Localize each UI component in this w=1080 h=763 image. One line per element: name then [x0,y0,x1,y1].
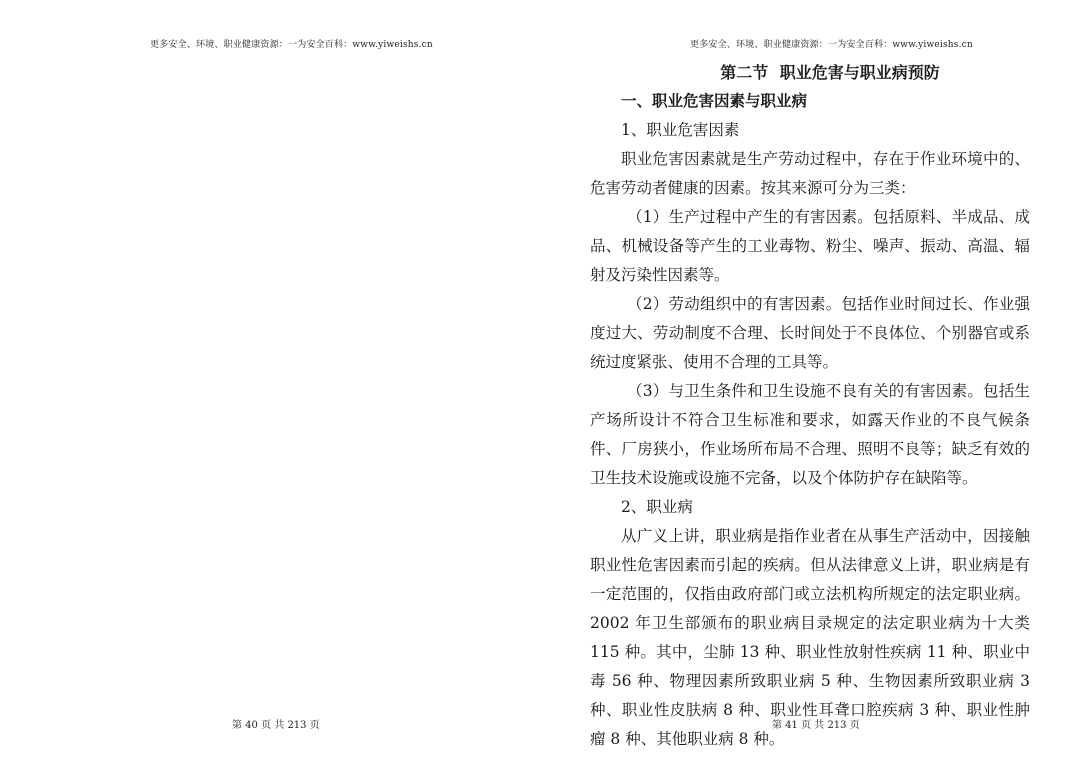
list-item-sanitation-factors: （3）与卫生条件和卫生设施不良有关的有害因素。包括生产场所设计不符合卫生标准和要求，如露天作业的不良气候条件、厂房狭小，作业场所布局不合理、照明不良等；缺乏有效的卫生技术设施或设施不完备，以及个体防护存在缺陷等。 [590,382,1030,487]
subheading-hazard-factors: 1、职业危害因素 [621,121,740,139]
paragraph-occupational-disease: 从广义上讲，职业病是指作业者在从事生产活动中，因接触职业性危害因素而引起的疾病。但从法律意义上讲，职业病是有一定范围的，仅指由政府部门或立法机构所规定的法定职业病。2002 年卫生部颁布的职业病目录规定的法定职业病为十大类 115 种。其中，尘肺 13 种、职业性放射性疾病 11 种、职业中毒 56 种、物理因素所致职业病 5 种、生物因素所致职业病 3 种、职业性皮肤病 8 种、职业性耳聋口腔疾病 3 种、职业性肿瘤 8 种、其他职业病 8 种。 [590,527,1030,748]
section-title: 第二节 职业危害与职业病预防 [720,63,940,82]
list-item-labor-organization-factors: （2）劳动组织中的有害因素。包括作业时间过长、作业强度过大、劳动制度不合理、长时间处于不良体位、个别器官或系统过度紧张、使用不合理的工具等。 [590,295,1030,371]
subheading-occupational-disease: 2、职业病 [621,498,693,516]
page-header: 更多安全、环境、职业健康资源：一为安全百科：www.yiweishs.cn [690,40,973,50]
page-footer: 第 41 页 共 213 页 [772,720,860,731]
paragraph-hazard-definition: 职业危害因素就是生产劳动过程中，存在于作业环境中的、危害劳动者健康的因素。按其来源可分为三类： [590,150,1030,197]
list-item-production-factors: （1）生产过程中产生的有害因素。包括原料、半成品、成品、机械设备等产生的工业毒物、粉尘、噪声、振动、高温、辐射及污染性因素等。 [590,208,1030,284]
heading-occupational-hazards: 一、职业危害因素与职业病 [621,92,808,110]
right-page [540,0,1080,763]
page-body [590,58,1030,754]
page-footer: 第 40 页 共 213 页 [232,720,320,731]
page-header: 更多安全、环境、职业健康资源：一为安全百科：www.yiweishs.cn [150,40,433,50]
